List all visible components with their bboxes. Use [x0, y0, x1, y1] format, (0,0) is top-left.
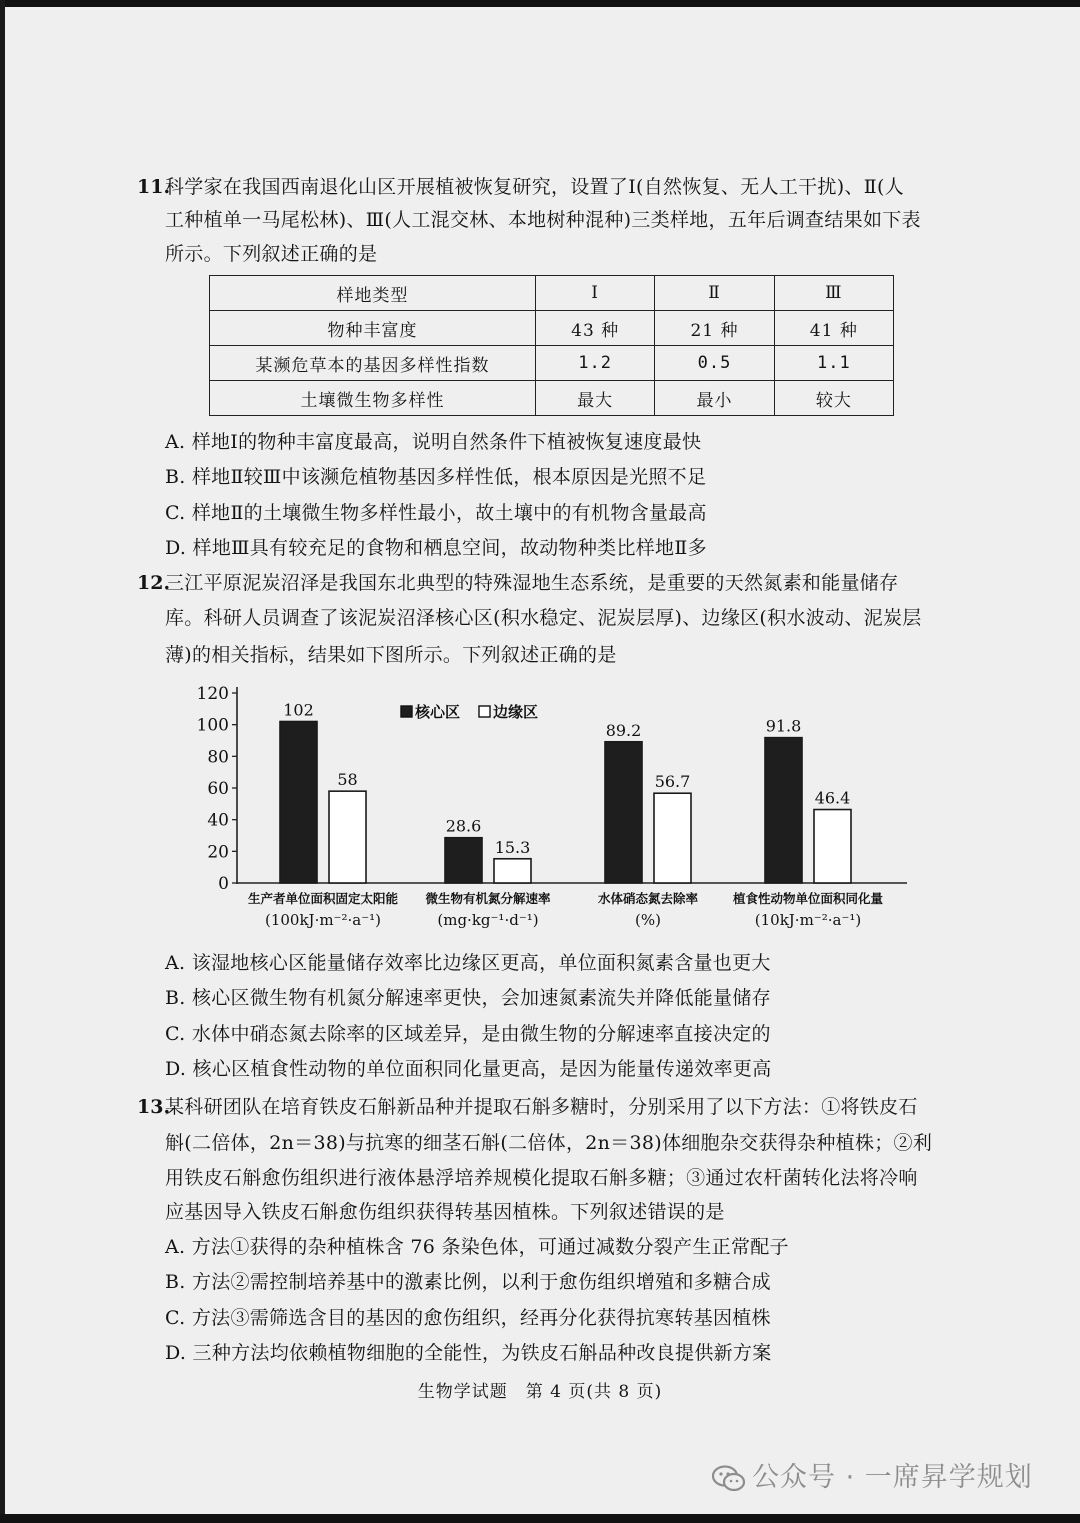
edge-zone-bar: [329, 791, 366, 883]
option-c: C. 样地Ⅱ的土壤微生物多样性最小，故土壤中的有机物含量最高: [165, 502, 707, 524]
bar-value-label: 56.7: [654, 772, 691, 792]
page-footer: 生物学试题 第 4 页(共 8 页): [417, 1382, 663, 1402]
question-stem-line: 某科研团队在培育铁皮石斛新品种并提取石斛多糖时，分别采用了以下方法：①将铁皮石: [165, 1096, 918, 1118]
plot-survey-table: [209, 275, 894, 416]
table-cell: 41 种: [774, 311, 893, 346]
option-b: B. 核心区微生物有机氮分解速率更快，会加速氮素流失并降低能量储存: [165, 987, 771, 1009]
x-category-label: 生产者单位面积固定太阳能: [247, 891, 399, 906]
table-cell: 物种丰富度: [210, 311, 536, 346]
x-category-unit: (mg·kg⁻¹·d⁻¹): [437, 911, 539, 929]
table-cell: 21 种: [655, 311, 774, 346]
question-stem-line: 应基因导入铁皮石斛愈伤组织获得转基因植株。下列叙述错误的是: [165, 1201, 725, 1223]
y-tick-label: 60: [207, 779, 229, 799]
option-d: D. 核心区植食性动物的单位面积同化量更高，是因为能量传递效率更高: [165, 1058, 772, 1080]
frame-left-edge: [0, 0, 5, 1523]
question-stem-line: 所示。下列叙述正确的是: [165, 243, 378, 265]
x-category-label: 水体硝态氮去除率: [597, 891, 699, 906]
core-zone-bar: [605, 742, 642, 883]
x-category-unit: (100kJ·m⁻²·a⁻¹): [264, 911, 382, 929]
legend-swatch-core: [401, 706, 412, 717]
table-header-row: [210, 276, 894, 311]
option-b: B. 方法②需控制培养基中的激素比例，以利于愈伤组织增殖和多糖合成: [165, 1271, 771, 1293]
option-a: A. 方法①获得的杂种植株含 76 条染色体，可通过减数分裂产生正常配子: [165, 1236, 789, 1258]
y-tick-label: 120: [196, 684, 229, 704]
bar-value-label: 58: [337, 770, 358, 790]
table-cell: 43 种: [536, 311, 655, 346]
option-b: B. 样地Ⅱ较Ⅲ中该濒危植物基因多样性低，根本原因是光照不足: [165, 466, 707, 488]
question-stem-line: 工种植单一马尾松林)、Ⅲ(人工混交林、本地树种混种)三类样地，五年后调查结果如下表: [165, 209, 921, 231]
x-category-label: 微生物有机氮分解速率: [425, 891, 551, 906]
question-number: 13.: [137, 1096, 171, 1118]
table-cell: 土壤微生物多样性: [210, 381, 536, 416]
option-c: C. 方法③需筛选含目的基因的愈伤组织，经再分化获得抗寒转基因植株: [165, 1307, 771, 1329]
question-stem-line: 科学家在我国西南退化山区开展植被恢复研究，设置了Ⅰ(自然恢复、无人工干扰)、Ⅱ(人: [165, 176, 904, 198]
core-zone-bar: [445, 838, 482, 883]
table-cell: 某濒危草本的基因多样性指数: [210, 346, 536, 381]
wetland-bar-chart: [185, 676, 925, 931]
edge-zone-bar: [654, 793, 691, 883]
table-row: [210, 311, 894, 346]
table-header-cell: 样地类型: [210, 276, 536, 311]
wechat-icon: [712, 1465, 746, 1493]
question-number: 12.: [137, 572, 171, 594]
core-zone-bar: [765, 738, 802, 883]
option-d: D. 三种方法均依赖植物细胞的全能性，为铁皮石斛品种改良提供新方案: [165, 1342, 772, 1364]
question-stem-line: 三江平原泥炭沼泽是我国东北典型的特殊湿地生态系统，是重要的天然氮素和能量储存: [165, 572, 899, 594]
option-d: D. 样地Ⅲ具有较充足的食物和栖息空间，故动物种类比样地Ⅱ多: [165, 537, 707, 559]
x-category-unit: (%): [635, 911, 661, 929]
wechat-watermark: [712, 1455, 1033, 1494]
table-row: [210, 381, 894, 416]
edge-zone-bar: [814, 810, 851, 883]
table-cell: 最大: [536, 381, 655, 416]
frame-top-edge: [0, 0, 1080, 7]
question-stem-line: 库。科研人员调查了该泥炭沼泽核心区(积水稳定、泥炭层厚)、边缘区(积水波动、泥炭层: [165, 607, 922, 629]
question-stem-line: 薄)的相关指标，结果如下图所示。下列叙述正确的是: [165, 644, 617, 666]
table-header-cell: Ⅲ: [774, 276, 893, 311]
bar-value-label: 46.4: [814, 788, 851, 808]
bar-value-label: 89.2: [605, 720, 642, 740]
x-category-label: 植食性动物单位面积同化量: [732, 891, 884, 906]
y-tick-label: 100: [196, 715, 229, 736]
table-row: [210, 346, 894, 381]
y-tick-label: 80: [207, 747, 229, 768]
bar-value-label: 15.3: [494, 837, 531, 857]
question-stem-line: 斛(二倍体，2n＝38)与抗寒的细茎石斛(二倍体，2n＝38)体细胞杂交获得杂种植株；②利: [165, 1132, 933, 1154]
question-number: 11.: [137, 176, 171, 198]
table-cell: 0.5: [655, 346, 774, 381]
bar-value-label: 28.6: [445, 816, 482, 836]
bar-value-label: 91.8: [765, 716, 802, 736]
option-a: A. 样地Ⅰ的物种丰富度最高，说明自然条件下植被恢复速度最快: [165, 431, 702, 453]
x-category-unit: (10kJ·m⁻²·a⁻¹): [754, 911, 862, 929]
legend-swatch-edge: [479, 706, 490, 717]
watermark-text: 公众号 · 一席昇学规划: [752, 1462, 1033, 1493]
y-tick-label: 40: [207, 810, 229, 831]
option-a: A. 该湿地核心区能量储存效率比边缘区更高，单位面积氮素含量也更大: [165, 952, 771, 974]
core-zone-bar: [280, 722, 317, 884]
legend-label: 核心区: [415, 703, 461, 721]
bar-value-label: 102: [283, 700, 314, 720]
table-header-cell: Ⅱ: [655, 276, 774, 311]
table-cell: 较大: [774, 381, 893, 416]
edge-zone-bar: [494, 859, 531, 883]
table-cell: 1.1: [774, 346, 893, 381]
question-stem-line: 用铁皮石斛愈伤组织进行液体悬浮培养规模化提取石斛多糖；③通过农杆菌转化法将冷响: [165, 1167, 918, 1189]
y-tick-label: 20: [207, 842, 229, 863]
option-c: C. 水体中硝态氮去除率的区域差异，是由微生物的分解速率直接决定的: [165, 1023, 771, 1045]
table-cell: 最小: [655, 381, 774, 416]
frame-bottom-edge: [0, 1514, 1080, 1523]
legend-label: 边缘区: [493, 703, 539, 721]
table-header-cell: Ⅰ: [536, 276, 655, 311]
table-cell: 1.2: [536, 346, 655, 381]
y-tick-label: 0: [218, 874, 229, 894]
